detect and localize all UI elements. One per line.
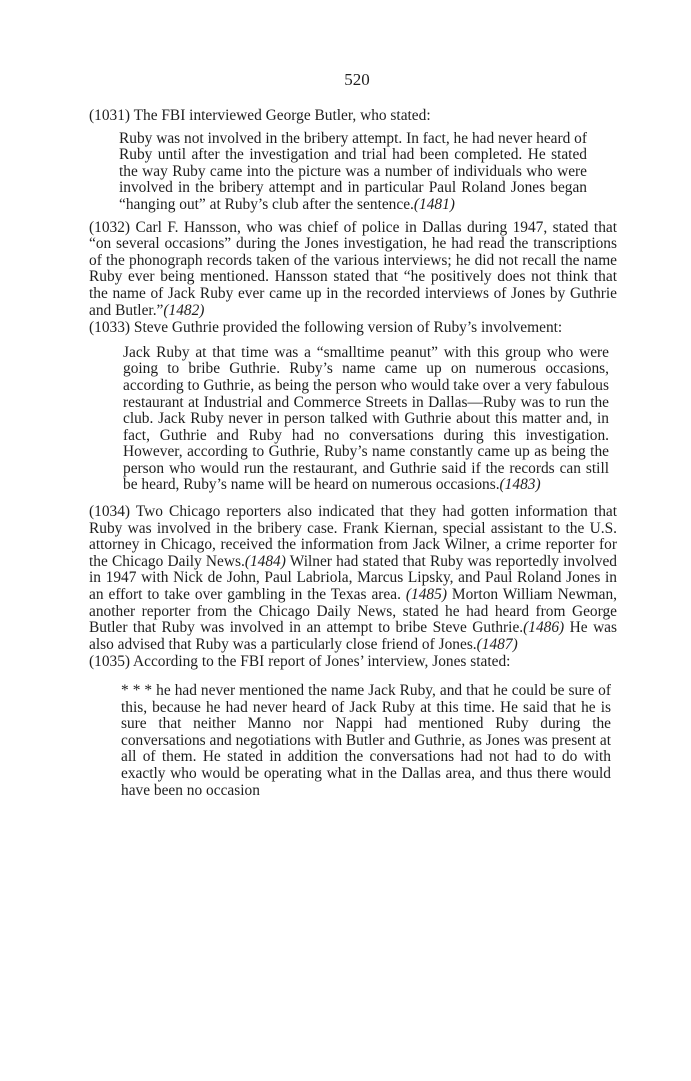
paragraph-1032 — [89, 220, 617, 320]
page-number: 520 — [344, 70, 370, 89]
paragraph-text: (1034) Two Chicago reporters also indicated that they had gotten information that Ruby was involved in the bribery case. Frank Kiernan, special assistant to the U.S. attorney in Chicago, received the information from Jack Wilner, a crime reporter for the Chicago Daily News. — [89, 503, 617, 570]
citation: (1486) — [523, 619, 565, 637]
citation: (1484) — [244, 552, 286, 570]
paragraph-text: (1031) The FBI interviewed George Butler, who stated: — [89, 107, 431, 124]
quote-text: Ruby was not involved in the bribery attempt. In fact, he had never heard of Ruby until after the investigation and trial had been completed. He stated the way Ruby came into the picture was a number of individuals who were involved in the bribery attempt and in particular Paul Roland Jones began “hanging out” at Ruby’s club after the sentence. — [119, 129, 587, 213]
paragraph-1033 — [89, 320, 617, 337]
paragraph-text: (1035) According to the FBI report of Jones’ interview, Jones stated: — [89, 653, 511, 671]
citation: (1485) — [405, 586, 447, 604]
paragraph-text: Morton William Newman, another reporter from the Chicago Daily News, stated he had heard from George Butler that Ruby was involved in an attempt to bribe Steve Guthrie. — [89, 586, 617, 637]
paragraph-text: Wilner had stated that Ruby was reportedly involved in 1947 with Nick de John, Paul Labriola, Marcus Lipsky, and Paul Roland Jones in an effort to take over gambling in the Texas area. — [89, 552, 617, 604]
citation: (1483) — [499, 476, 541, 494]
quote-guthrie — [89, 345, 617, 494]
paragraph-text: (1033) Steve Guthrie provided the following version of Ruby’s involvement: — [89, 319, 563, 337]
paragraph-1034 — [89, 504, 617, 653]
paragraph-text: He was also advised that Ruby was a particularly close friend of Jones. — [89, 619, 618, 653]
citation: (1482) — [163, 301, 205, 319]
citation: (1481) — [413, 195, 455, 213]
quote-text: Jack Ruby at that time was a “smalltime peanut” with this group who were going to bribe Guthrie. Ruby’s name came up on numerous occasions, according to Guthrie, as being the person who would take over a very fabulous restaurant at Industrial and Commerce Streets in Dallas—Ruby was to run the club. Jack Ruby never in person talked with Guthrie about this matter and, in fact, Guthrie and Ruby had no conversations during this investigation. However, according to Guthrie, Ruby’s name constantly came up as being the person who would run the restaurant, and Guthrie said if the records can still be heard, Ruby’s name will be heard on numerous occasions. — [123, 343, 609, 494]
quote-butler — [89, 131, 617, 214]
quote-jones — [89, 683, 617, 799]
citation: (1487) — [476, 635, 518, 653]
quote-text: * * * he had never mentioned the name Jack Ruby, and that he could be sure of this, because he had never heard of Jack Ruby at this time. He said that he is sure that neither Manno nor Nappi had mentioned Ruby during the conversations and negotiations with Butler and Guthrie, as Jones was present at all of them. He stated in addition the conversations had not had to do with exactly who would be operating what in the Dallas area, and thus there would have been no occasion — [121, 682, 611, 799]
paragraph-1035 — [89, 654, 617, 671]
paragraph-1031 — [89, 108, 617, 125]
paragraph-text: (1032) Carl F. Hansson, who was chief of police in Dallas during 1947, stated that “on several occasions” during the Jones investigation, he had read the transcriptions of the phonograph records taken of the various interviews; he did not recall the name Ruby ever being mentioned. Hansson stated that “he positively does not think that the name of Jack Ruby ever came up in the recorded interviews of Jones by Guthrie and Butler.” — [89, 218, 617, 319]
